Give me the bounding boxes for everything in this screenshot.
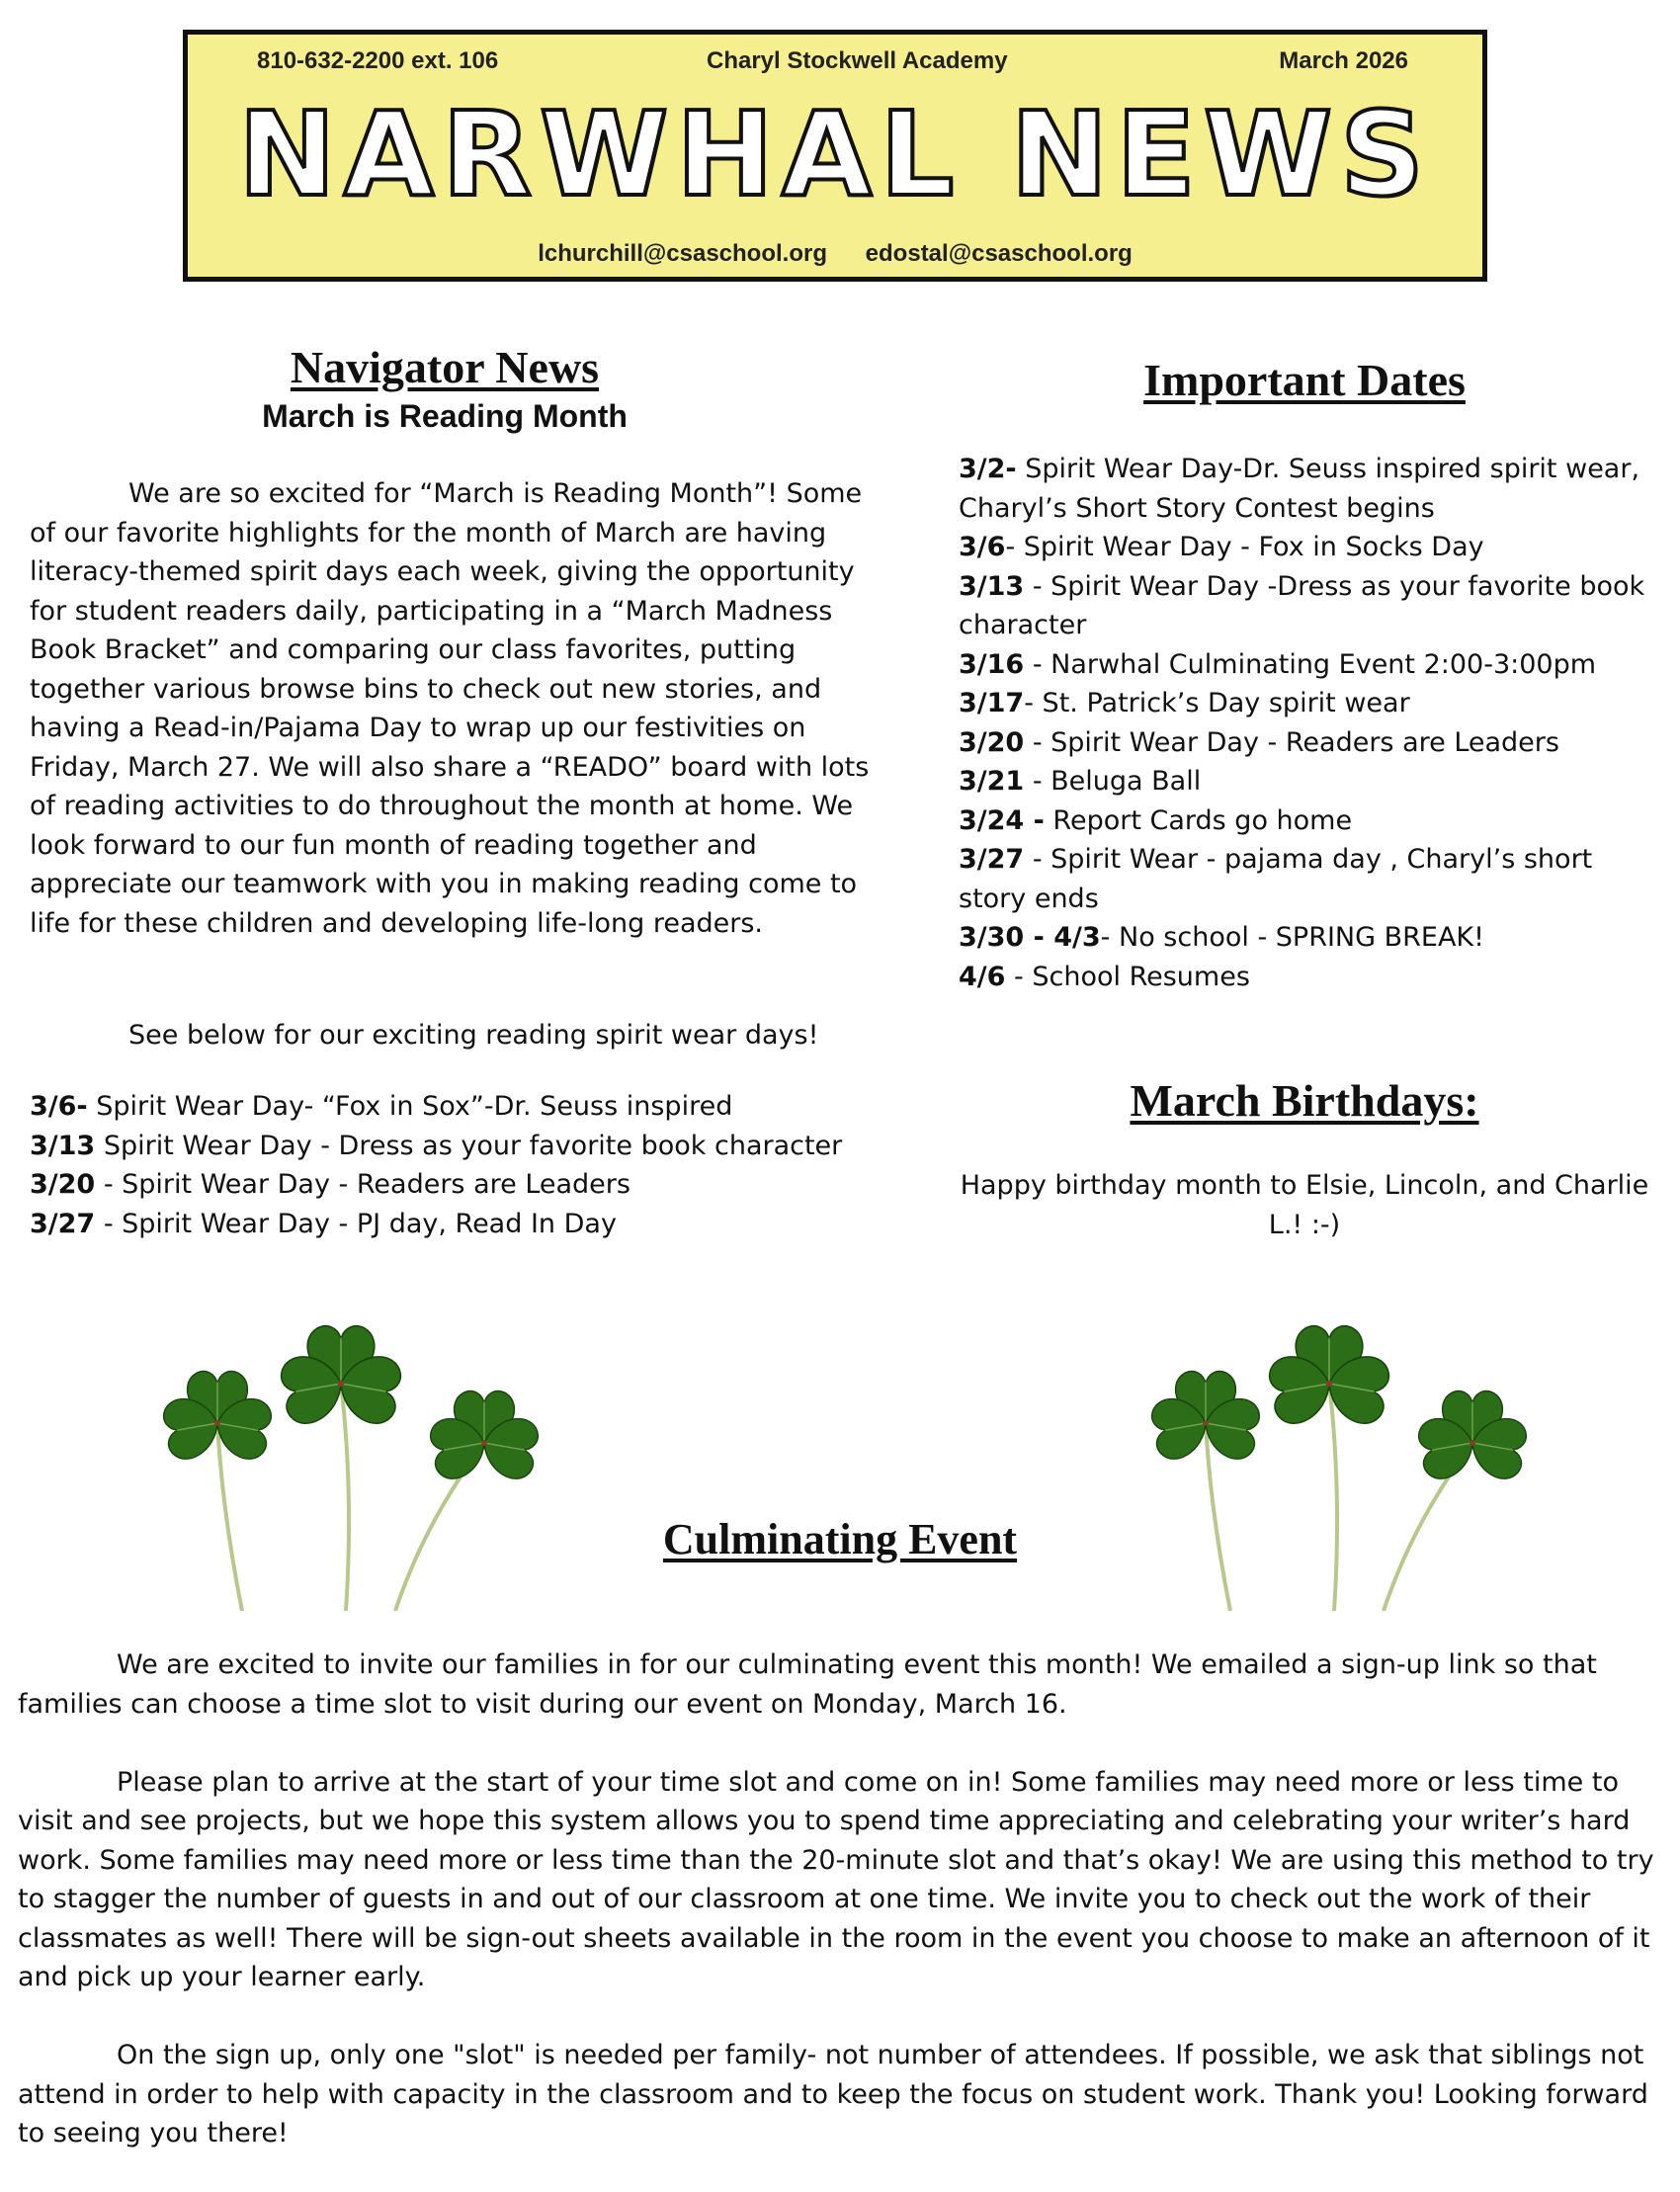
- shamrock-illustration-left: [128, 1314, 563, 1611]
- culminating-paragraph-2: Please plan to arrive at the start of your time slot and come on in! Some families may need more or less time to visit and see projects, but we hope this system allows you to spend time appreciating and celebrating your writer’s hard work. Some families may need more or less time than the 20-minute slot and that’s okay! We are using this method to try to stagger the number of guests in and out of our classroom at one time. We invite you to check out the work of their classmates as well! There will be sign-out sheets available in the room in the event you choose to make an afternoon of it and pick up your learner early.: [18, 1766, 1654, 1992]
- spirit-day-text: Spirit Wear Day- “Fox in Sox”-Dr. Seuss inspired: [87, 1091, 733, 1122]
- list-item: [959, 958, 1665, 997]
- spirit-day-date: 3/6-: [30, 1091, 88, 1122]
- date-label: 3/17: [959, 688, 1025, 718]
- list-item: [959, 684, 1665, 723]
- date-description: - Spirit Wear Day - Readers are Leaders: [1024, 726, 1559, 758]
- newsletter-title: NARWHAL NEWS: [238, 86, 1432, 222]
- date-label: 3/2-: [959, 454, 1017, 484]
- list-item: [959, 918, 1665, 958]
- date-label: 3/30 - 4/3: [959, 922, 1101, 953]
- list-item: [30, 1087, 899, 1127]
- spirit-day-text: - Spirit Wear Day - Readers are Leaders: [95, 1169, 630, 1200]
- birthdays-text: Happy birthday month to Elsie, Lincoln, and Charlie L.! :-): [960, 1170, 1649, 1240]
- date-description: - Spirit Wear - pajama day , Charyl’s short story ends: [959, 844, 1593, 914]
- spirit-day-date: 3/20: [30, 1169, 96, 1200]
- email-lchurchill[interactable]: lchurchill@csaschool.org: [538, 240, 827, 267]
- list-item: [959, 723, 1665, 763]
- spirit-day-date: 3/27: [30, 1208, 96, 1239]
- spirit-wear-intro: See below for our exciting reading spirit wear days!: [128, 1020, 819, 1051]
- masthead-emails: [188, 240, 1482, 268]
- list-item: [959, 450, 1665, 528]
- date-label: 3/13: [959, 570, 1025, 602]
- spirit-day-text: - Spirit Wear Day - PJ day, Read In Day: [95, 1208, 617, 1239]
- date-description: Spirit Wear Day-Dr. Seuss inspired spirit wear, Charyl’s Short Story Contest begins: [959, 454, 1640, 524]
- list-item: [30, 1165, 899, 1205]
- list-item: [30, 1127, 899, 1166]
- date-description: - Narwhal Culminating Event 2:00-3:00pm: [1024, 648, 1597, 680]
- important-dates-list: [959, 450, 1665, 996]
- intro-first-sentence: We are so excited for “March is Reading Month”!: [128, 478, 778, 509]
- newsletter-masthead: [183, 30, 1487, 282]
- spirit-day-date: 3/13: [30, 1130, 96, 1161]
- masthead-date: March 2026: [1279, 47, 1408, 74]
- masthead-school: Charyl Stockwell Academy: [707, 47, 1008, 74]
- list-item: [959, 762, 1665, 801]
- date-label: 3/16: [959, 648, 1025, 680]
- list-item: [959, 567, 1665, 645]
- birthdays-heading: March Birthdays:: [1130, 1075, 1479, 1126]
- important-dates-heading: Important Dates: [1143, 355, 1466, 405]
- list-item: [959, 528, 1665, 567]
- culminating-paragraph-3: On the sign up, only one "slot" is needed per family- not number of attendees. If possible, we ask that siblings not attend in order to help with capacity in the classroom and to keep the focus on student work. Thank you! Looking forward to seeing you there!: [18, 2040, 1648, 2149]
- culminating-event-heading: Culminating Event: [662, 1515, 1018, 1563]
- date-description: Report Cards go home: [1044, 804, 1353, 836]
- date-description: - No school - SPRING BREAK!: [1100, 922, 1484, 953]
- shamrock-illustration-right: [1117, 1314, 1552, 1611]
- date-description: - Spirit Wear Day - Fox in Socks Day: [1005, 532, 1484, 562]
- list-item: [959, 840, 1665, 918]
- date-label: 3/20: [959, 726, 1025, 758]
- date-description: - St. Patrick’s Day spirit wear: [1024, 688, 1410, 718]
- spirit-days-list: [30, 1087, 899, 1243]
- date-label: 3/6: [959, 532, 1006, 562]
- masthead-phone: 810-632-2200 ext. 106: [257, 47, 499, 74]
- navigator-news-heading: Navigator News: [290, 342, 600, 392]
- intro-rest: Some of our favorite highlights for the month of March are having literacy-themed spirit days each week, giving the opportunity for student readers daily, participating in a “March Madness Book Bracket” and comparing our class favorites, putting together various browse bins to check out new stories, and having a Read-in/Pajama Day to wrap up our festivities on Friday, March 27. We will also share a “READO” board with lots of reading activities to do throughout the month at home. We look forward to our fun month of reading together and appreciate our teamwork with you in making reading come to life for these children and developing life-long readers.: [30, 478, 870, 939]
- email-edostal[interactable]: edostal@csaschool.org: [865, 240, 1133, 267]
- date-description: - Beluga Ball: [1024, 766, 1202, 797]
- list-item: [30, 1205, 899, 1244]
- date-label: 3/24 -: [959, 804, 1045, 836]
- date-label: 3/27: [959, 844, 1025, 875]
- navigator-subtitle: March is Reading Month: [262, 398, 628, 434]
- date-description: - School Resumes: [1005, 961, 1250, 992]
- date-label: 3/21: [959, 766, 1025, 797]
- list-item: [959, 801, 1665, 841]
- culminating-paragraph-1: We are excited to invite our families in for our culminating event this month! We emailed a sign-up link so that families can choose a time slot to visit during our event on Monday, March 16.: [18, 1649, 1597, 1720]
- spirit-day-text: Spirit Wear Day - Dress as your favorite book character: [95, 1130, 843, 1161]
- culminating-event-body: [18, 1645, 1663, 2192]
- list-item: [959, 645, 1665, 685]
- date-label: 4/6: [959, 961, 1006, 992]
- date-description: - Spirit Wear Day -Dress as your favorite book character: [959, 570, 1645, 640]
- navigator-intro: [30, 474, 870, 943]
